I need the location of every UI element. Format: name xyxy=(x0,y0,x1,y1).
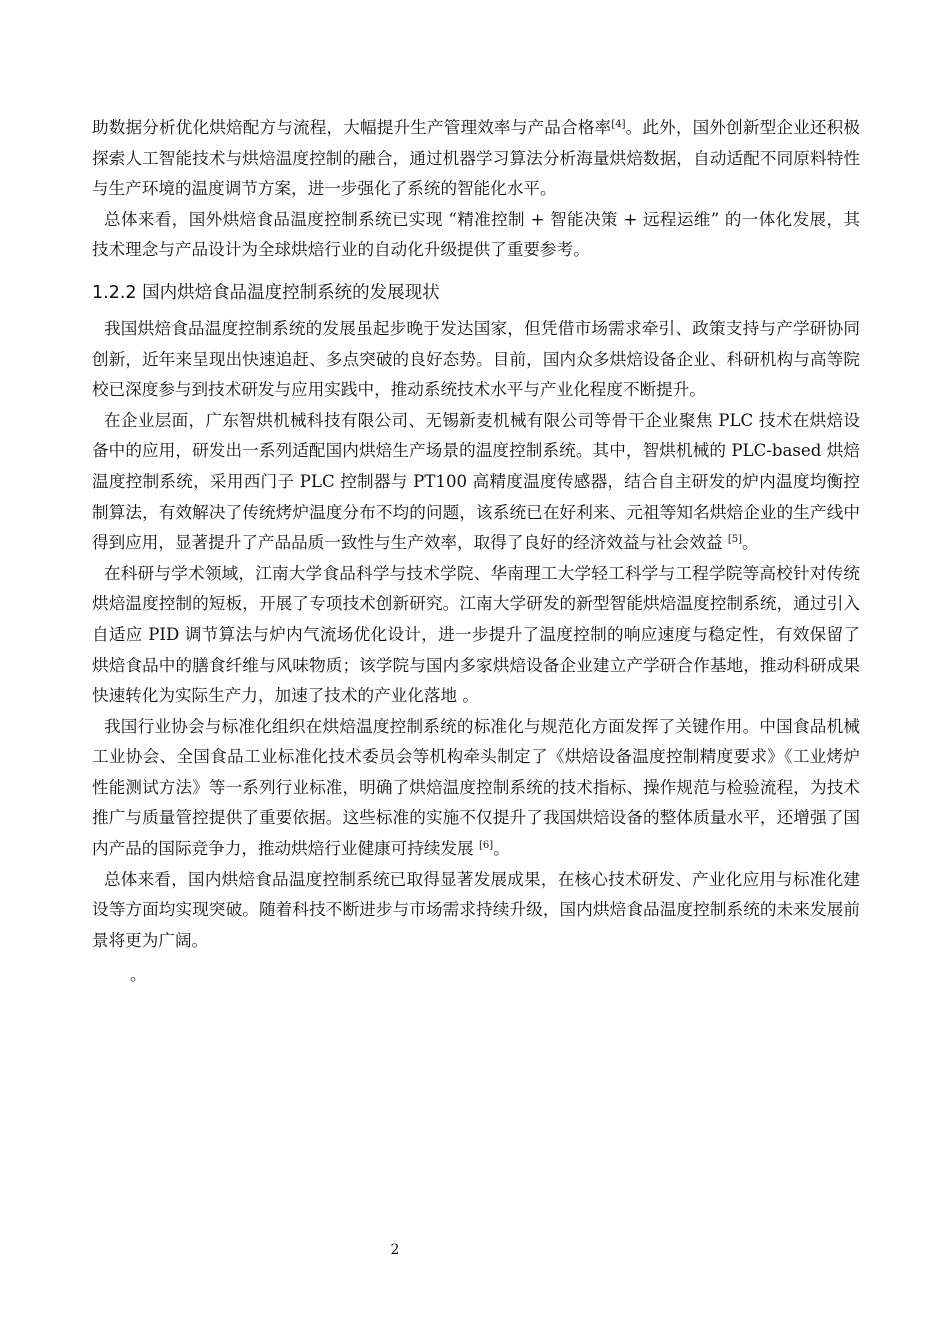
paragraph-intro-1 xyxy=(92,113,860,205)
stray-mark: 。 xyxy=(130,965,147,985)
paragraph-4 xyxy=(92,712,860,865)
paragraph-intro-2: 总体来看，国外烘焙食品温度控制系统已实现 “精准控制 + 智能决策 + 远程运维” 的一体化发展，其技术理念与产品设计为全球烘焙行业的自动化升级提供了重要参考。 xyxy=(92,209,860,260)
citation-4: [4] xyxy=(611,119,626,130)
page-number: 2 xyxy=(390,1242,400,1258)
paragraph-2 xyxy=(92,406,860,559)
paragraph-2-text-a: 在企业层面，广东智烘机械科技有限公司、无锡新麦机械有限公司等骨干企业聚焦 PLC 技术在烘焙设备中的应用，研发出一系列适配国内烘焙生产场景的温度控制系统。其中，智烘机械的 PLC-based 烘焙温度控制系统，采用西门子 PLC 控制器与 PT100 高精度温度传感器，结合自主研发的炉内温度均衡控制算法，有效解决了传统烤炉温度分布不均的问题，该系统已在好利来、元祖等知名烘焙企业的生产线中得到应用，显著提升了产品品质一致性与生产效率，取得了良好的经济效益与社会效益 xyxy=(92,410,860,553)
paragraph-2-text-b: 。 xyxy=(742,533,759,553)
paragraph-intro-1-text-a: 助数据分析优化烘焙配方与流程，大幅提升生产管理效率与产品合格率 xyxy=(92,118,612,137)
section-heading: 1.2.2 国内烘焙食品温度控制系统的发展现状 xyxy=(92,282,440,303)
paragraph-1: 我国烘焙食品温度控制系统的发展虽起步晚于发达国家，但凭借市场需求牵引、政策支持与产学研协同创新，近年来呈现出快速追赶、多点突破的良好态势。目前，国内众多烘焙设备企业、科研机构与高等院校已深度参与到技术研发与应用实践中，推动系统技术水平与产业化程度不断提升。 xyxy=(92,318,860,400)
paragraph-4-text-a: 我国行业协会与标准化组织在烘焙温度控制系统的标准化与规范化方面发挥了关键作用。中国食品机械工业协会、全国食品工业标准化技术委员会等机构牵头制定了《烘焙设备温度控制精度要求》《工业烤炉性能测试方法》等一系列行业标准，明确了烘焙温度控制系统的技术指标、操作规范与检验流程，为技术推广与质量管控提供了重要依据。这些标准的实施不仅提升了我国烘焙设备的整体质量水平，还增强了国内产品的国际竞争力，推动烘焙行业健康可持续发展 xyxy=(92,716,860,859)
citation-6: [6] xyxy=(478,840,494,852)
paragraph-4-text-b: 。 xyxy=(493,839,510,859)
paragraph-intro-1-text-b: 。此外，国外创新型企业还积极探索人工智能技术与烘焙温度控制的融合，通过机器学习算法分析海量烘焙数据，自动适配不同原料特性与生产环境的温度调节方案，进一步强化了系统的智能化水平。 xyxy=(92,118,861,199)
paragraph-3: 在科研与学术领域，江南大学食品科学与技术学院、华南理工大学轻工科学与工程学院等高校针对传统烘焙温度控制的短板，开展了专项技术创新研究。江南大学研发的新型智能烘焙温度控制系统，通过引入自适应 PID 调节算法与炉内气流场优化设计，进一步提升了温度控制的响应速度与稳定性，有效保留了烘焙食品中的膳食纤维与风味物质；该学院与国内多家烘焙设备企业建立产学研合作基地，推动科研成果快速转化为实际生产力，加速了技术的产业化落地 。 xyxy=(92,563,860,706)
body-text xyxy=(92,113,860,991)
paragraph-5: 总体来看，国内烘焙食品温度控制系统已取得显著发展成果，在核心技术研发、产业化应用与标准化建设等方面均实现突破。随着科技不断进步与市场需求持续升级，国内烘焙食品温度控制系统的未来发展前景将更为广阔。 xyxy=(92,869,860,950)
citation-5: [5] xyxy=(727,534,743,546)
